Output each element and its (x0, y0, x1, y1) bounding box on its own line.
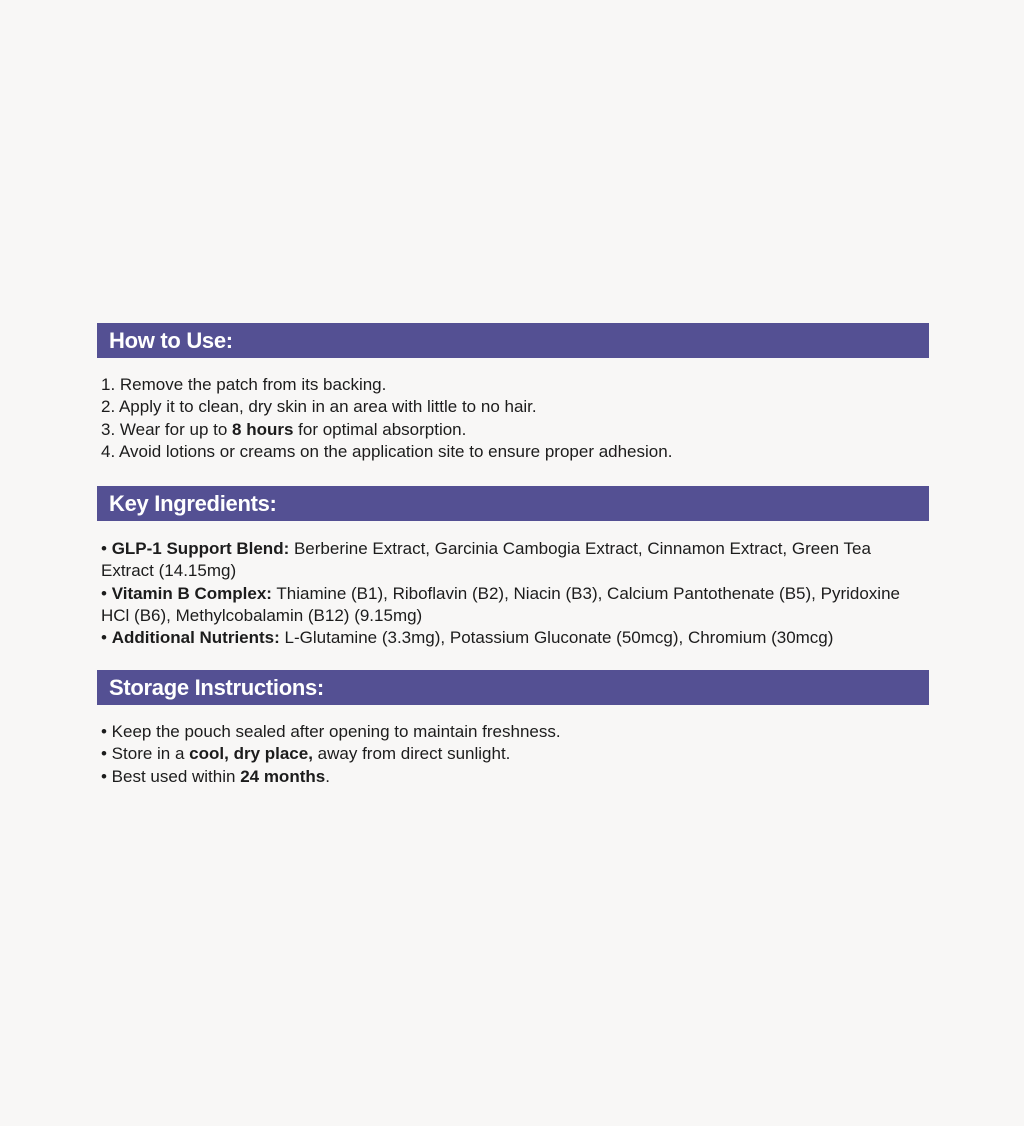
storage-item-3 (101, 766, 917, 788)
ingredient-additional-text: L-Glutamine (3.3mg), Potassium Gluconate (50mcg), Chromium (30mcg) (279, 628, 834, 648)
ingredient-vitamin-b-label: Vitamin B Complex: (111, 583, 272, 603)
key-ingredients-header (97, 486, 929, 521)
storage-item-2-bold: cool, dry place, (189, 744, 313, 764)
ingredient-glp1-bullet: • (101, 539, 112, 558)
ingredient-vitamin-b-bullet: • (101, 583, 112, 603)
storage-header (97, 670, 929, 705)
storage-item-2-pre: • Store in a (101, 744, 190, 764)
how-to-use-section (97, 323, 929, 463)
ingredient-additional-label: Additional Nutrients: (111, 628, 280, 648)
storage-item-2-post: away from direct sunlight. (312, 744, 511, 764)
step-3-post: for optimal absorption. (293, 419, 467, 439)
ingredient-vitamin-b (101, 583, 917, 628)
storage-item-2 (101, 743, 917, 765)
ingredient-glp1-label: GLP-1 Support Blend: (111, 539, 290, 558)
how-to-use-title: How to Use: (109, 327, 233, 353)
storage-list (97, 721, 929, 788)
ingredient-glp1-text: Berberine Extract, Garcinia Cambogia Extract, Cinnamon Extract, Green Tea Extract (14.15mg) (101, 539, 871, 581)
storage-item-3-bold: 24 months (240, 766, 326, 786)
ingredient-additional (101, 627, 917, 649)
key-ingredients-section (97, 486, 929, 649)
step-3-bold: 8 hours (232, 419, 294, 439)
key-ingredients-title: Key Ingredients: (109, 490, 277, 516)
storage-item-3-pre: • Best used within (101, 766, 241, 786)
key-ingredients-list (97, 538, 929, 649)
ingredient-additional-bullet: • (101, 628, 112, 648)
storage-title: Storage Instructions: (109, 674, 324, 700)
ingredient-vitamin-b-text: Thiamine (B1), Riboflavin (B2), Niacin (B3), Calcium Pantothenate (B5), Pyridoxine HCl (B6), Methylcobalamin (B12) (9.15mg) (101, 583, 900, 625)
ingredient-glp1 (101, 538, 917, 583)
storage-section (97, 670, 929, 788)
storage-item-3-post: . (325, 766, 330, 786)
step-4: 4. Avoid lotions or creams on the application site to ensure proper adhesion. (101, 441, 673, 461)
step-1: 1. Remove the patch from its backing. (101, 375, 387, 394)
how-to-use-header (97, 323, 929, 358)
storage-item-1: • Keep the pouch sealed after opening to maintain freshness. (101, 722, 561, 741)
step-2: 2. Apply it to clean, dry skin in an area with little to no hair. (101, 397, 537, 417)
step-3 (101, 419, 917, 441)
how-to-use-steps (97, 374, 929, 463)
step-3-pre: 3. Wear for up to (101, 419, 233, 439)
